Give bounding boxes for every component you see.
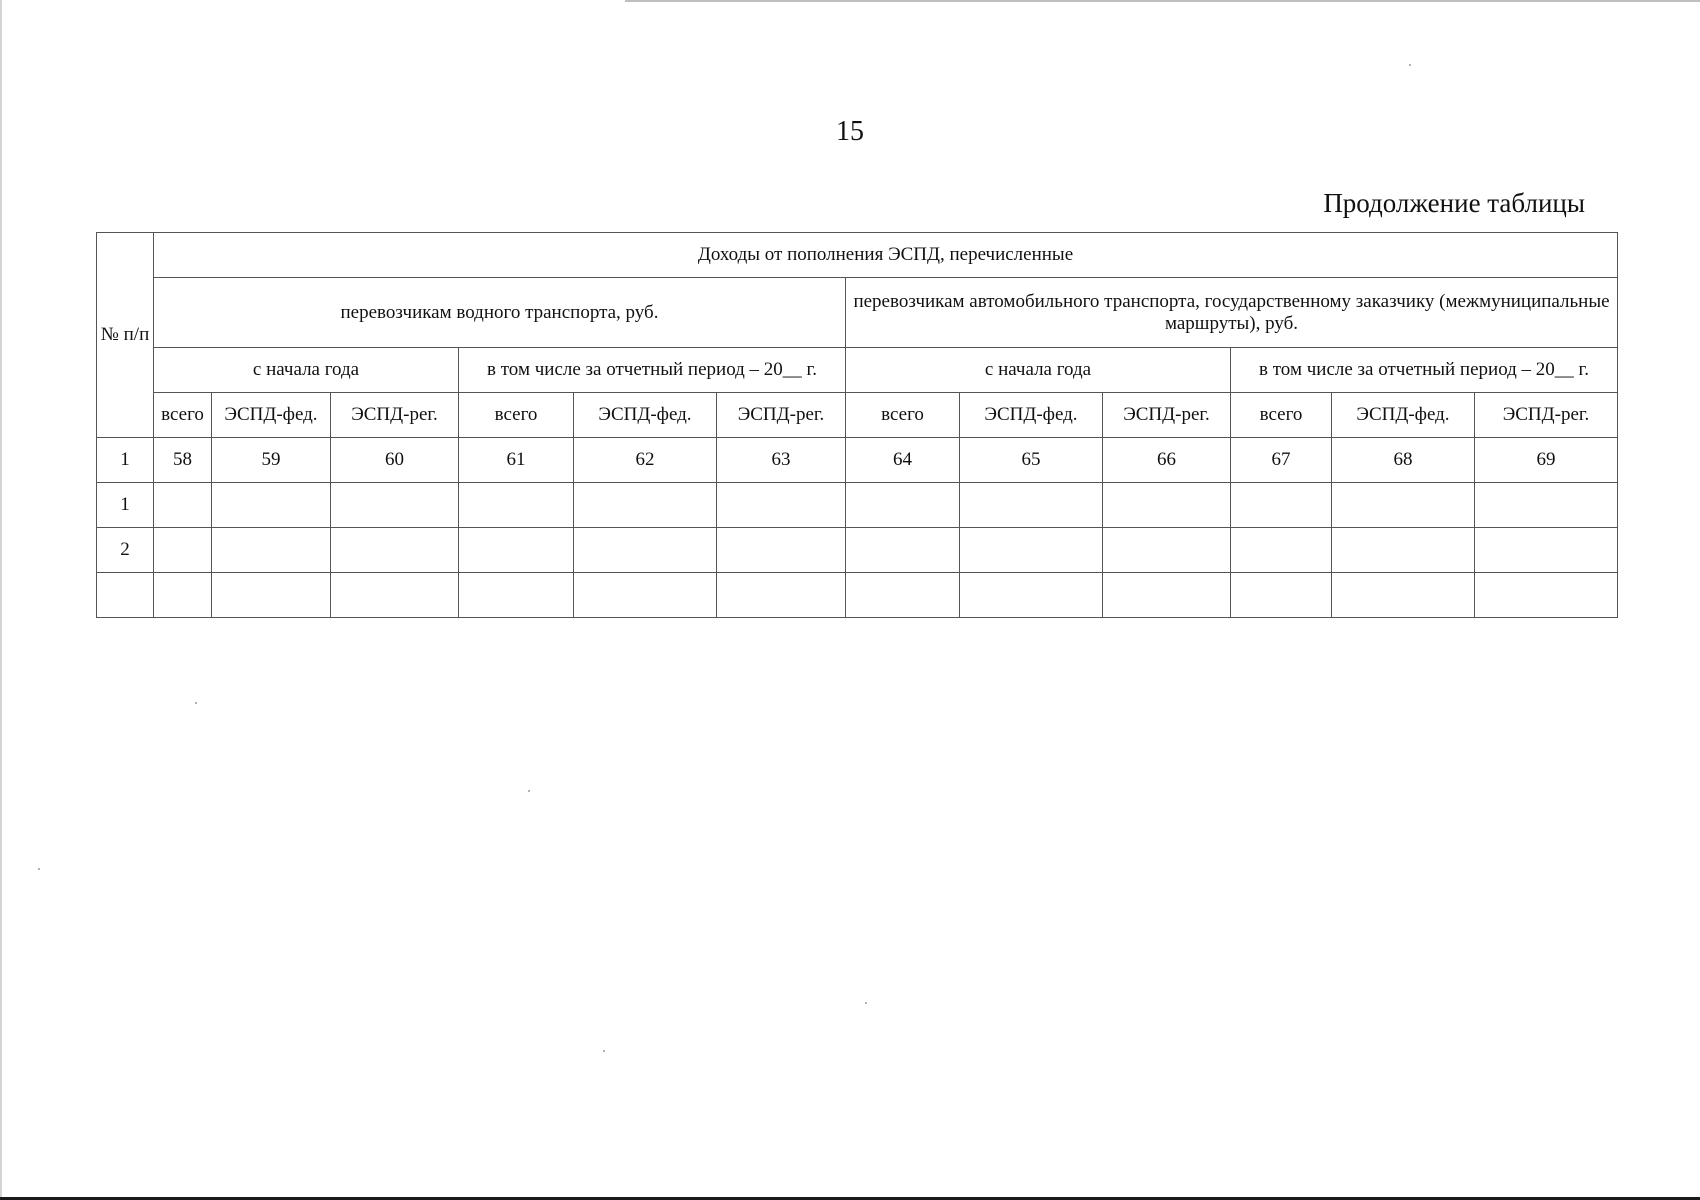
table-cell: 61	[459, 438, 574, 483]
column-number-row	[97, 438, 1618, 483]
header-row-groups	[97, 278, 1618, 348]
scan-speck	[1409, 64, 1411, 66]
table-cell	[459, 573, 574, 618]
table-cell	[459, 528, 574, 573]
table-cell	[1231, 573, 1332, 618]
column-header: ЭСПД-рег.	[717, 393, 846, 438]
table-cell: 68	[1332, 438, 1475, 483]
column-header: ЭСПД-фед.	[212, 393, 331, 438]
table-cell	[717, 528, 846, 573]
table-cell: 64	[846, 438, 960, 483]
table-cell	[1231, 528, 1332, 573]
table-cell: 58	[154, 438, 212, 483]
column-header: ЭСПД-рег.	[331, 393, 459, 438]
table-title: Доходы от пополнения ЭСПД, перечисленные	[154, 233, 1618, 278]
table-cell	[960, 573, 1103, 618]
table-row	[97, 573, 1618, 618]
period-header: с начала года	[154, 348, 459, 393]
table-cell: 67	[1231, 438, 1332, 483]
table-row	[97, 528, 1618, 573]
scan-speck	[528, 790, 530, 792]
table-cell	[331, 528, 459, 573]
header-row-columns	[97, 393, 1618, 438]
table-cell	[574, 573, 717, 618]
table-cell: 66	[1103, 438, 1231, 483]
table-cell: 1	[97, 483, 154, 528]
table-cell	[212, 528, 331, 573]
column-header: ЭСПД-рег.	[1103, 393, 1231, 438]
column-header: всего	[1231, 393, 1332, 438]
column-header: всего	[459, 393, 574, 438]
table-cell	[717, 573, 846, 618]
table-cell	[846, 528, 960, 573]
column-header: ЭСПД-фед.	[960, 393, 1103, 438]
table-cell	[960, 528, 1103, 573]
table-cell: 63	[717, 438, 846, 483]
table-cell: 62	[574, 438, 717, 483]
scan-top-edge	[625, 0, 1700, 2]
table-cell	[1332, 573, 1475, 618]
scan-speck	[865, 1002, 867, 1004]
period-header: в том числе за отчетный период – 20__ г.	[459, 348, 846, 393]
column-header: ЭСПД-фед.	[574, 393, 717, 438]
table-cell: 59	[212, 438, 331, 483]
column-header: ЭСПД-рег.	[1475, 393, 1618, 438]
table-cell: 2	[97, 528, 154, 573]
group-header-water: перевозчикам водного транспорта, руб.	[154, 278, 846, 348]
table-cell	[1103, 528, 1231, 573]
group-header-auto: перевозчикам автомобильного транспорта, государственному заказчику (межмуниципальные маршруты), руб.	[846, 278, 1618, 348]
table-cell	[717, 483, 846, 528]
table-cell	[97, 573, 154, 618]
table-cell: 1	[97, 438, 154, 483]
table-cell	[846, 573, 960, 618]
table-row	[97, 483, 1618, 528]
table-cell	[1475, 528, 1618, 573]
table-cell	[212, 573, 331, 618]
revenue-table	[96, 232, 1618, 618]
table-cell	[1475, 483, 1618, 528]
table-cell: 65	[960, 438, 1103, 483]
column-header: ЭСПД-фед.	[1332, 393, 1475, 438]
header-row-title	[97, 233, 1618, 278]
table-cell	[1231, 483, 1332, 528]
table-cell	[212, 483, 331, 528]
scan-left-edge	[0, 0, 2, 1200]
table-cell	[1332, 528, 1475, 573]
table-cell	[1475, 573, 1618, 618]
table-cell	[331, 483, 459, 528]
scan-speck	[38, 868, 40, 870]
table-cell	[154, 483, 212, 528]
header-row-periods	[97, 348, 1618, 393]
row-number-header: № п/п	[97, 233, 154, 438]
scan-speck	[603, 1050, 605, 1052]
table-cell: 60	[331, 438, 459, 483]
page-number: 15	[836, 116, 864, 147]
table-cell	[574, 483, 717, 528]
scan-speck	[195, 702, 197, 704]
table-cell	[574, 528, 717, 573]
table-cell: 69	[1475, 438, 1618, 483]
period-header: в том числе за отчетный период – 20__ г.	[1231, 348, 1618, 393]
column-header: всего	[154, 393, 212, 438]
period-header: с начала года	[846, 348, 1231, 393]
table-cell	[846, 483, 960, 528]
table-cell	[154, 573, 212, 618]
continuation-label: Продолжение таблицы	[1323, 188, 1585, 218]
table-cell	[331, 573, 459, 618]
table-cell	[960, 483, 1103, 528]
table-cell	[1332, 483, 1475, 528]
table-cell	[1103, 483, 1231, 528]
column-header: всего	[846, 393, 960, 438]
table-cell	[1103, 573, 1231, 618]
table-cell	[459, 483, 574, 528]
table-cell	[154, 528, 212, 573]
